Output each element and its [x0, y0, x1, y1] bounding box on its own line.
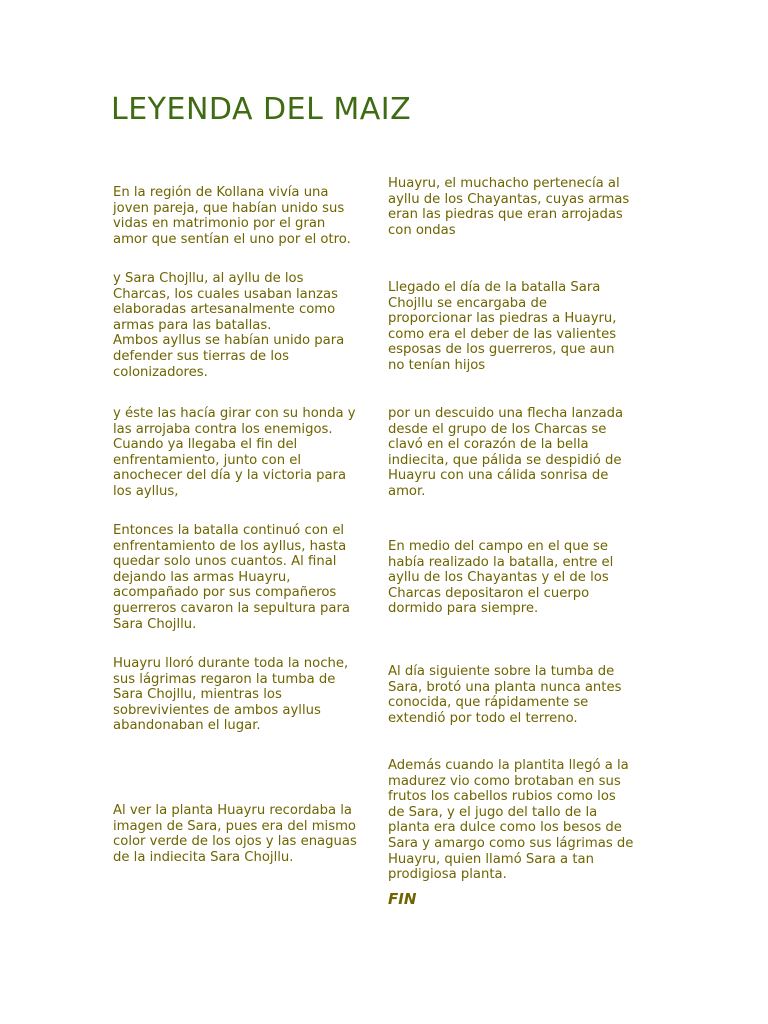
left-paragraph-6: Al ver la planta Huayru recordaba la imagen de Sara, pues era del mismo color verde de los ojos y las enaguas de la indiecita Sara Chojllu. [113, 803, 357, 865]
right-paragraph-6: Además cuando la plantita llegó a la madurez vio como brotaban en sus frutos los cabellos rubios como los de Sara, y el jugo del tallo de la planta era dulce como los besos de Sara y amargo como sus lágrimas de Huayru, quien llamó Sara a tan prodigiosa planta. [388, 758, 634, 883]
left-paragraph-1: En la región de Kollana vivía una joven pareja, que habían unido sus vidas en matrimonio por el gran amor que sentían el uno por el otro. [113, 185, 351, 247]
left-paragraph-5: Huayru lloró durante toda la noche, sus lágrimas regaron la tumba de Sara Chojllu, mientras los sobrevivientes de ambos ayllus abandonaban el lugar. [113, 656, 349, 734]
left-paragraph-2: y Sara Chojllu, al ayllu de los Charcas, los cuales usaban lanzas elaboradas artesanalmente como armas para las batallas. Ambos ayllus se habían unido para defender sus tierras de los colonizadores. [113, 271, 345, 380]
fin-label: FIN [388, 890, 417, 908]
left-paragraph-3: y éste las hacía girar con su honda y las arrojaba contra los enemigos. Cuando ya llegaba el fin del enfrentamiento, junto con el anochecer del día y la victoria para los ayllus, [113, 406, 356, 499]
document-title: LEYENDA DEL MAIZ [111, 92, 412, 127]
right-paragraph-1: Huayru, el muchacho pertenecía al ayllu de los Chayantas, cuyas armas eran las piedras que eran arrojadas con ondas [388, 176, 630, 238]
right-paragraph-5: Al día siguiente sobre la tumba de Sara, brotó una planta nunca antes conocida, que rápidamente se extendió por todo el terreno. [388, 664, 622, 726]
right-paragraph-4: En medio del campo en el que se había realizado la batalla, entre el ayllu de los Chayantas y el de los Charcas depositaron el cuerpo dormido para siempre. [388, 539, 614, 617]
right-paragraph-2: Llegado el día de la batalla Sara Chojllu se encargaba de proporcionar las piedras a Huayru, como era el deber de las valientes esposas de los guerreros, que aun no tenían hijos [388, 280, 617, 373]
left-paragraph-4: Entonces la batalla continuó con el enfrentamiento de los ayllus, hasta quedar solo unos cuantos. Al final dejando las armas Huayru, acompañado por sus compañeros guerreros cavaron la sepultura para Sara Chojllu. [113, 523, 351, 632]
right-paragraph-3: por un descuido una flecha lanzada desde el grupo de los Charcas se clavó en el corazón de la bella indiecita, que pálida se despidió de Huayru con una cálida sonrisa de amor. [388, 406, 624, 499]
